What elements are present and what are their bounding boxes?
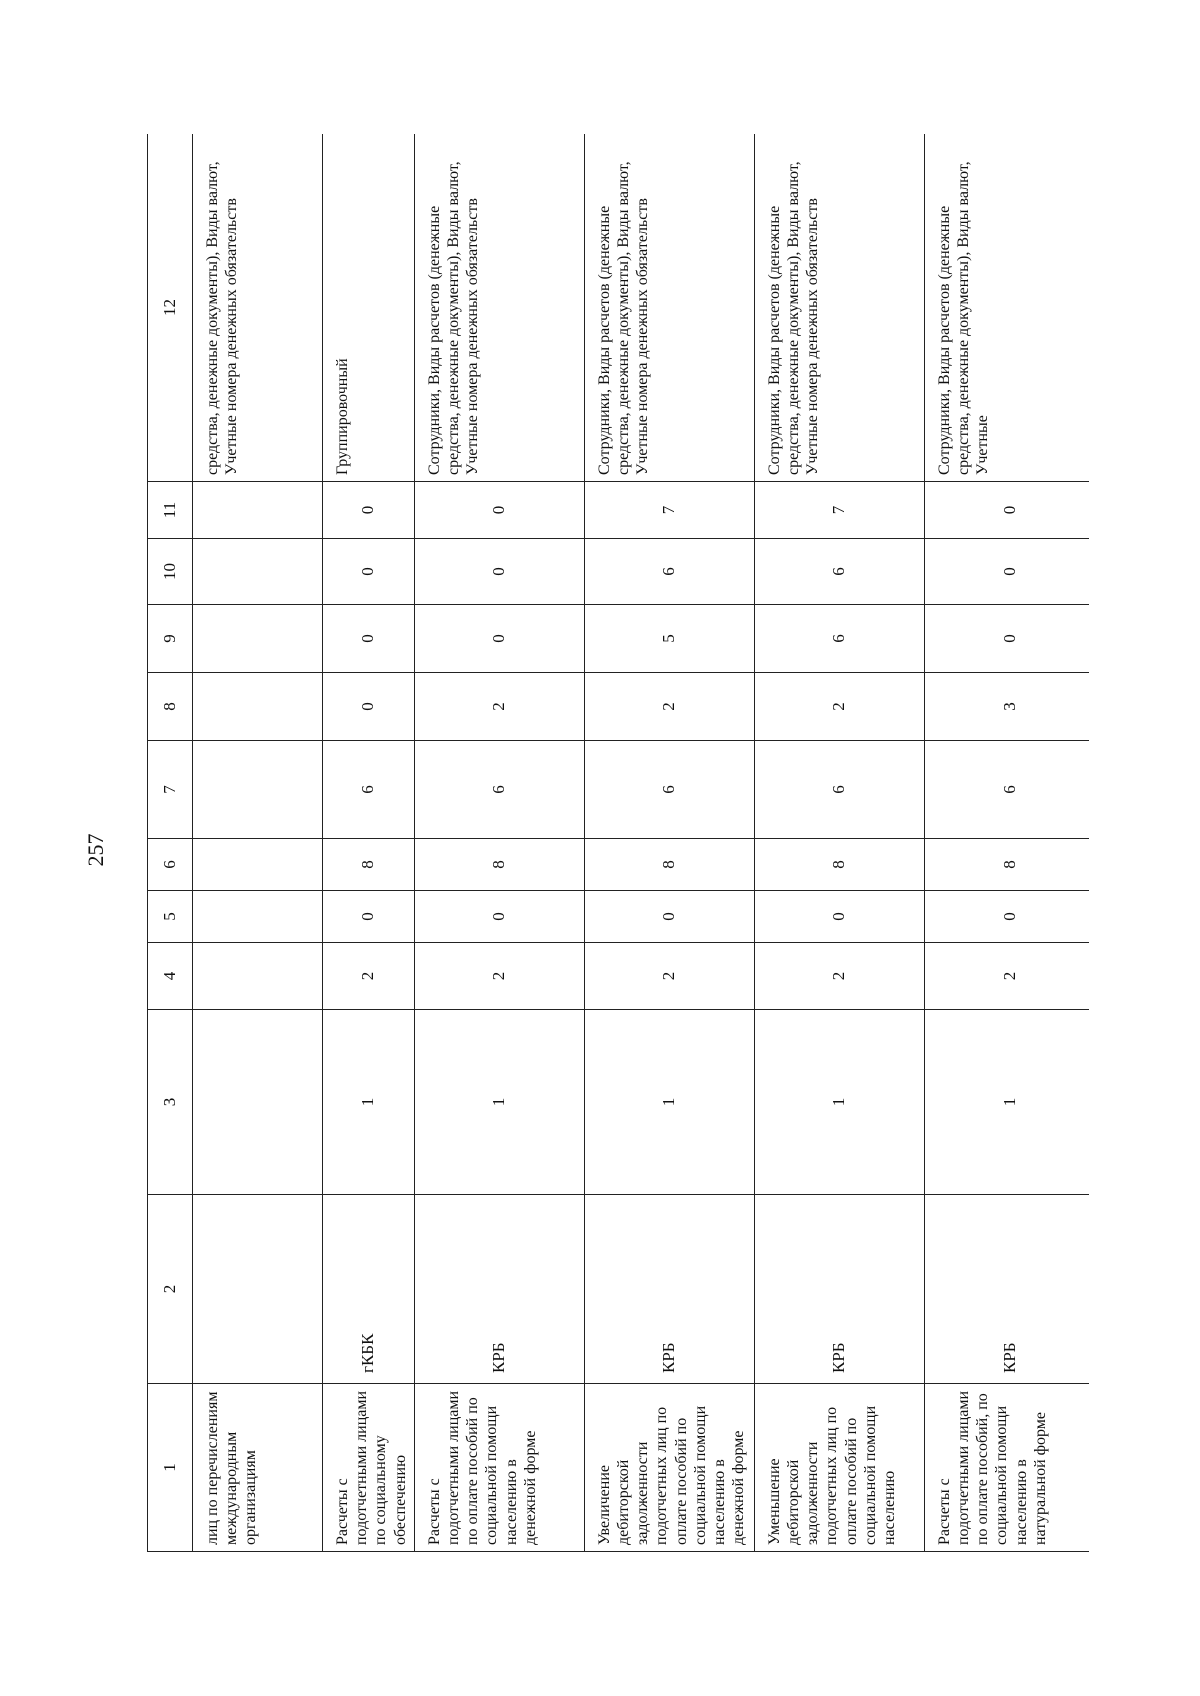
row-cell-7: 6 <box>414 741 584 839</box>
row-cell-6: 8 <box>414 839 584 891</box>
row-cell-9: 6 <box>754 605 924 673</box>
row-attributes: Сотрудники, Виды расчетов (денежные средства, денежные документы), Виды валют, Учетные <box>924 134 1089 482</box>
table-row <box>323 134 415 1552</box>
row-cell-4: 2 <box>323 943 415 1010</box>
header-col-11: 11 <box>148 482 193 539</box>
row-cell-11: 7 <box>584 482 754 539</box>
row-name: Расчеты с подотчетными лицами по оплате пособий, по социальной помощи населению в натуральной форме <box>924 1384 1089 1552</box>
table-row <box>414 134 584 1552</box>
row-code: КРБ <box>924 1195 1089 1384</box>
row-cell-6: 8 <box>924 839 1089 891</box>
row-code: КРБ <box>414 1195 584 1384</box>
row-cell-11 <box>193 482 323 539</box>
row-cell-4: 2 <box>584 943 754 1010</box>
row-cell-11: 0 <box>323 482 415 539</box>
row-name: Увеличение дебиторской задолженности подотчетных лиц по оплате пособий по социальной помощи населению в денежной форме <box>584 1384 754 1552</box>
row-cell-7 <box>193 741 323 839</box>
row-cell-8: 3 <box>924 673 1089 741</box>
row-cell-8 <box>193 673 323 741</box>
row-cell-9: 0 <box>323 605 415 673</box>
row-cell-5: 0 <box>584 891 754 943</box>
row-name: Уменьшение дебиторской задолженности подотчетных лиц по оплате пособий по социальной помощи населению <box>754 1384 924 1552</box>
row-cell-8: 2 <box>584 673 754 741</box>
row-cell-8: 0 <box>323 673 415 741</box>
row-name: Расчеты с подотчетными лицами по социальному обеспечению <box>323 1384 415 1552</box>
header-col-9: 9 <box>148 605 193 673</box>
header-col-4: 4 <box>148 943 193 1010</box>
row-cell-11: 7 <box>754 482 924 539</box>
page-number: 257 <box>83 833 108 867</box>
table-row <box>754 134 924 1552</box>
row-cell-10: 0 <box>323 539 415 605</box>
row-attributes: Группировочный <box>323 134 415 482</box>
row-cell-4: 2 <box>414 943 584 1010</box>
row-cell-7: 6 <box>924 741 1089 839</box>
header-row <box>148 134 193 1552</box>
row-cell-4: 2 <box>754 943 924 1010</box>
table-row <box>193 134 323 1552</box>
row-cell-5: 0 <box>754 891 924 943</box>
row-cell-10: 6 <box>584 539 754 605</box>
header-col-2: 2 <box>148 1195 193 1384</box>
row-cell-3 <box>193 1010 323 1195</box>
row-cell-9: 0 <box>924 605 1089 673</box>
row-cell-7: 6 <box>754 741 924 839</box>
header-col-10: 10 <box>148 539 193 605</box>
row-cell-10: 0 <box>924 539 1089 605</box>
row-cell-3: 1 <box>584 1010 754 1195</box>
document-sheet <box>147 134 1089 1552</box>
row-cell-5: 0 <box>924 891 1089 943</box>
row-cell-5 <box>193 891 323 943</box>
row-cell-9 <box>193 605 323 673</box>
table-row <box>584 134 754 1552</box>
table-row <box>924 134 1089 1552</box>
header-col-3: 3 <box>148 1010 193 1195</box>
row-attributes: Сотрудники, Виды расчетов (денежные средства, денежные документы), Виды валют, Учетные номера денежных обязательств <box>584 134 754 482</box>
row-cell-5: 0 <box>414 891 584 943</box>
row-cell-5: 0 <box>323 891 415 943</box>
row-cell-6: 8 <box>584 839 754 891</box>
row-cell-10: 0 <box>414 539 584 605</box>
row-cell-9: 5 <box>584 605 754 673</box>
row-attributes: Сотрудники, Виды расчетов (денежные средства, денежные документы), Виды валют, Учетные номера денежных обязательств <box>414 134 584 482</box>
row-name: Расчеты с подотчетными лицами по оплате пособий по социальной помощи населению в денежной форме <box>414 1384 584 1552</box>
row-code: гКБК <box>323 1195 415 1384</box>
accounts-table <box>147 134 1089 1552</box>
row-attributes: Сотрудники, Виды расчетов (денежные средства, денежные документы), Виды валют, Учетные номера денежных обязательств <box>754 134 924 482</box>
row-cell-6: 8 <box>323 839 415 891</box>
row-cell-10: 6 <box>754 539 924 605</box>
row-code: КРБ <box>754 1195 924 1384</box>
row-attributes: средства, денежные документы), Виды валют, Учетные номера денежных обязательств <box>193 134 323 482</box>
header-col-1: 1 <box>148 1384 193 1552</box>
row-cell-11: 0 <box>924 482 1089 539</box>
row-cell-6: 8 <box>754 839 924 891</box>
header-col-5: 5 <box>148 891 193 943</box>
header-col-8: 8 <box>148 673 193 741</box>
header-col-7: 7 <box>148 741 193 839</box>
header-col-12: 12 <box>148 134 193 482</box>
row-code: КРБ <box>584 1195 754 1384</box>
row-cell-9: 0 <box>414 605 584 673</box>
row-cell-3: 1 <box>924 1010 1089 1195</box>
row-name: лиц по перечислениям международным организациям <box>193 1384 323 1552</box>
row-cell-7: 6 <box>323 741 415 839</box>
row-code <box>193 1195 323 1384</box>
row-cell-3: 1 <box>754 1010 924 1195</box>
row-cell-4: 2 <box>924 943 1089 1010</box>
row-cell-6 <box>193 839 323 891</box>
row-cell-3: 1 <box>414 1010 584 1195</box>
row-cell-11: 0 <box>414 482 584 539</box>
row-cell-3: 1 <box>323 1010 415 1195</box>
row-cell-4 <box>193 943 323 1010</box>
rotated-table-container <box>147 134 1089 1552</box>
row-cell-7: 6 <box>584 741 754 839</box>
row-cell-10 <box>193 539 323 605</box>
row-cell-8: 2 <box>414 673 584 741</box>
header-col-6: 6 <box>148 839 193 891</box>
row-cell-8: 2 <box>754 673 924 741</box>
